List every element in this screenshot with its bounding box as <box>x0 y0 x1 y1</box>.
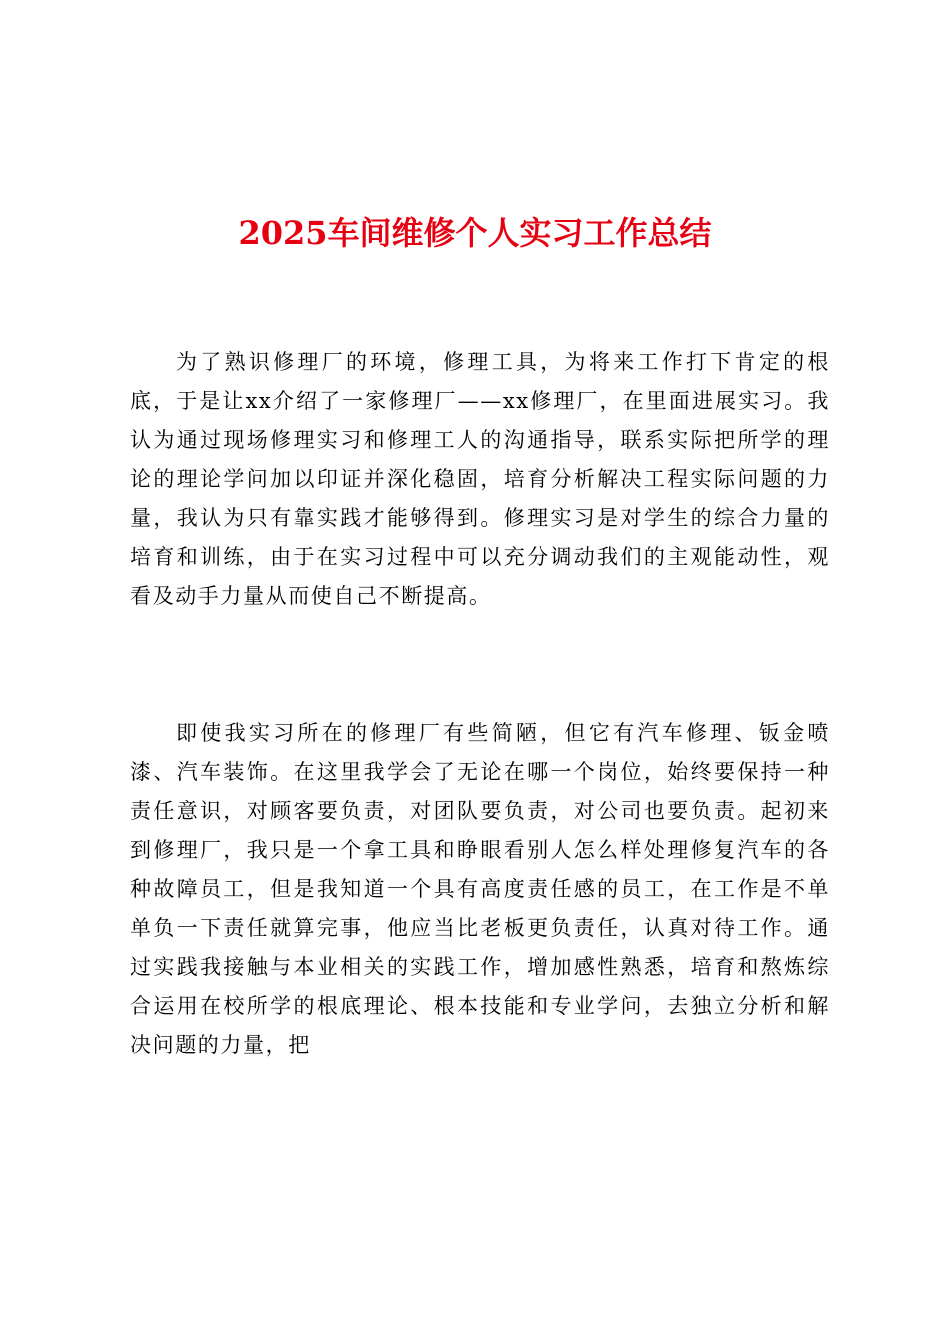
document-title: 2025车间维修个人实习工作总结 <box>238 214 712 252</box>
paragraph-1: 为了熟识修理厂的环境，修理工具，为将来工作打下肯定的根底，于是让xx介绍了一家修理厂——xx修理厂，在里面进展实习。我认为通过现场修理实习和修理工人的沟通指导，联系实际把所学的理论的理论学问加以印证并深化稳固，培育分析解决工程实际问题的力量，我认为只有靠实践才能够得到。修理实习是对学生的综合力量的培育和训练，由于在实习过程中可以充分调动我们的主观能动性，观看及动手力量从而使自己不断提高。 <box>130 350 830 608</box>
paragraph-2: 即使我实习所在的修理厂有些简陋，但它有汽车修理、钣金喷漆、汽车装饰。在这里我学会了无论在哪一个岗位，始终要保持一种责任意识，对顾客要负责，对团队要负责，对公司也要负责。起初来到修理厂，我只是一个拿工具和睁眼看别人怎么样处理修复汽车的各种故障员工，但是我知道一个具有高度责任感的员工，在工作是不单单负一下责任就算完事，他应当比老板更负责任，认真对待工作。通过实践我接触与本业相关的实践工作，增加感性熟悉，培育和熬炼综合运用在校所学的根底理论、根本技能和专业学问，去独立分析和解决问题的力量，把 <box>130 721 830 1057</box>
